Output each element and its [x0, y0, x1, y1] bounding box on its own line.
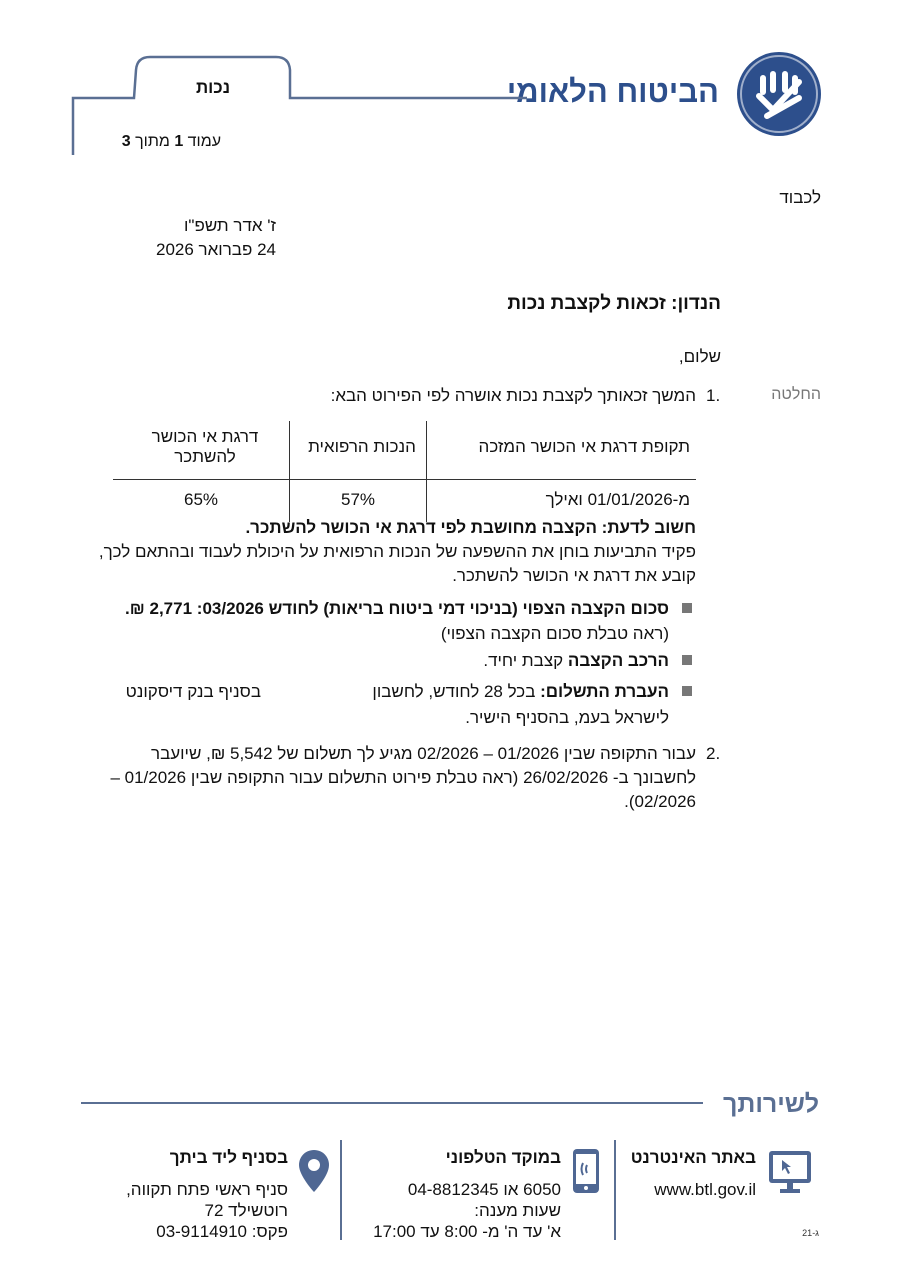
table-cell-medical: 57%: [290, 480, 427, 523]
important-note: [76, 516, 696, 588]
important-line: פקיד התביעות בוחן את ההשפעה של הנכות הרפואית על היכולת לעבוד ובהתאם לכך,: [98, 542, 696, 561]
disability-table: [113, 421, 696, 522]
table-cell-period: מ-01/01/2026 ואילך: [545, 490, 690, 509]
bullet-square: [682, 655, 692, 665]
greeting: שלום,: [678, 347, 721, 366]
footer-branch-title: בסניף ליד ביתך: [169, 1148, 288, 1167]
department-tab: נכות: [195, 78, 231, 97]
payment-transfer: העברת התשלום: בכל 28 לחודש, לחשבון: [372, 682, 669, 701]
hebrew-date: ז' אדר תשפ"ו: [184, 216, 276, 235]
website-link[interactable]: www.btl.gov.il: [654, 1180, 756, 1199]
payment-transfer-line2: לישראל בעמ, בהסניף הישיר.: [465, 708, 669, 727]
item-2-text: עבור התקופה שבין 01/2026 – 02/2026 מגיע לך תשלום של 5,542 ₪, שיועבר לחשבונך ב- 26/02/2026 (ראה טבלת פירוט התשלום עבור התקופה שבין 01/2026 – 02/2026).: [110, 744, 696, 811]
table-header: תקופת דרגת אי הכושר המזכה: [427, 421, 697, 480]
table-cell-earning: 65%: [183, 490, 219, 509]
phone-icon: [572, 1148, 600, 1194]
section-side-label: החלטה: [771, 386, 821, 403]
allowance-composition: הרכב הקצבה קצבת יחיד.: [483, 651, 669, 670]
important-line: קובע את דרגת אי הכושר להשתכר.: [452, 566, 696, 585]
footer-branch-details: סניף ראשי פתח תקווה, רוטשילד 72 פקס: 03-9114910: [126, 1180, 288, 1241]
organization-logo: [737, 52, 821, 136]
table-header: דרגת אי הכושר להשתכר: [113, 421, 290, 480]
recipient-label: לכבוד: [779, 188, 821, 207]
bullet-square: [682, 603, 692, 613]
footer-website-title: באתר האינטרנט: [630, 1148, 756, 1167]
important-title: חשוב לדעת: הקצבה מחושבת לפי דרגת אי הכושר להשתכר.: [245, 518, 696, 537]
letter-subject: הנדון: זכאות לקצבת נכות: [507, 293, 721, 314]
organization-name: הביטוח הלאומי: [506, 74, 719, 109]
page-indicator: עמוד 1 מתוך 3: [121, 133, 221, 150]
gregorian-date: 24 פברואר 2026: [156, 240, 276, 259]
table-header: הנכות הרפואית: [290, 421, 427, 480]
date-block: [156, 214, 276, 262]
monitor-icon: [768, 1150, 812, 1196]
item-number: 2.: [706, 744, 721, 763]
item-1-text: המשך זכאותך לקצבת נכות אושרה לפי הפירוט הבא:: [330, 386, 696, 405]
table-header-row: [113, 421, 696, 480]
footer-column-divider: [614, 1140, 616, 1240]
footer-column-divider: [340, 1140, 342, 1240]
phone-numbers[interactable]: 6050 או 04-8812345: [407, 1180, 561, 1199]
footer-title: לשירותך: [722, 1090, 819, 1118]
expected-amount-note: (ראה טבלת סכום הקצבה הצפוי): [440, 624, 669, 643]
item-number: 1.: [706, 386, 721, 405]
expected-amount: סכום הקצבה הצפוי (בניכוי דמי ביטוח בריאות) לחודש 03/2026: 2,771 ₪.: [125, 599, 669, 618]
location-pin-icon: [298, 1149, 330, 1193]
bank-name: בסניף בנק דיסקונט: [125, 682, 261, 701]
footer-divider: [81, 1102, 703, 1104]
bullet-square: [682, 686, 692, 696]
footer-phone-title: במוקד הטלפוני: [445, 1148, 561, 1167]
form-code: ג-21: [802, 1228, 819, 1238]
footer-phone-details: 6050 או 04-8812345 שעות מענה: א' עד ה' מ- 8:00 עד 17:00: [373, 1180, 561, 1241]
